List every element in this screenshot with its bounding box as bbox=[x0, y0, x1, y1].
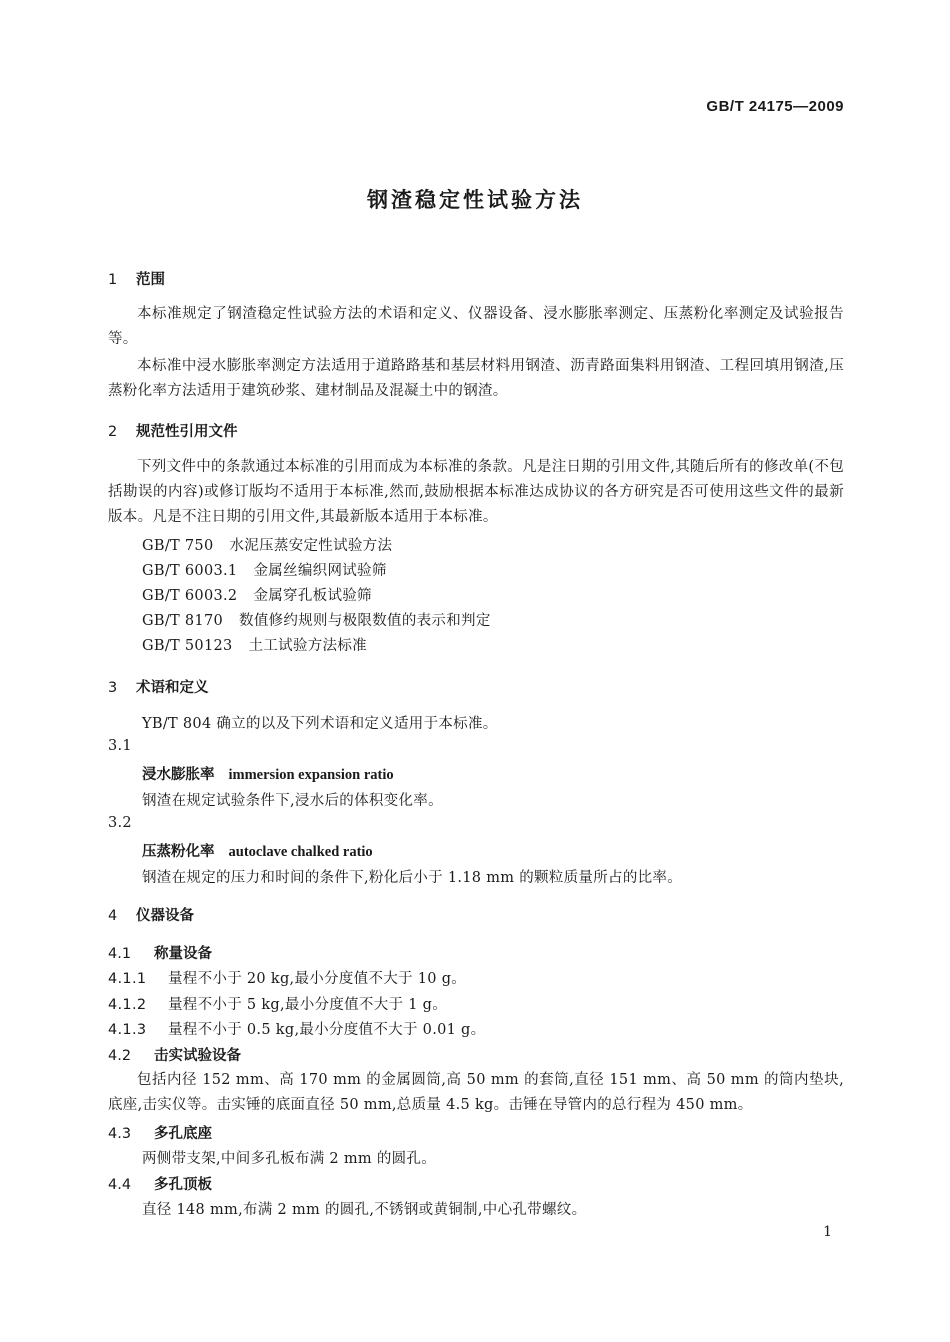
term-chinese: 压蒸粉化率 bbox=[142, 844, 215, 860]
section-number: 3 bbox=[108, 680, 118, 696]
term-definition: 钢渣在规定试验条件下,浸水后的体积变化率。 bbox=[142, 793, 443, 809]
clause-item bbox=[108, 967, 466, 988]
subsection-4-3-heading bbox=[108, 1122, 212, 1143]
subsection-4-1-heading bbox=[108, 942, 212, 963]
term-english: immersion expansion ratio bbox=[228, 767, 394, 783]
term-chinese: 浸水膨胀率 bbox=[142, 767, 215, 783]
term-english: autoclave chalked ratio bbox=[228, 844, 373, 860]
subsection-number: 4.4 bbox=[108, 1177, 132, 1193]
reference-title: 土工试验方法标准 bbox=[248, 638, 367, 654]
reference-item bbox=[142, 609, 491, 630]
term-entry bbox=[142, 840, 373, 861]
reference-code: GB/T 750 bbox=[142, 538, 214, 554]
section-1-paragraph-1: 本标准规定了钢渣稳定性试验方法的术语和定义、仪器设备、浸水膨胀率测定、压蒸粉化率测定及试验报告等。 bbox=[108, 306, 844, 347]
reference-code: GB/T 6003.2 bbox=[142, 588, 238, 604]
reference-title: 金属穿孔板试验筛 bbox=[253, 588, 372, 604]
section-number: 1 bbox=[108, 272, 118, 288]
term-number: 3.2 bbox=[108, 815, 132, 831]
subsection-title: 多孔底座 bbox=[154, 1126, 212, 1142]
subsection-4-2-heading bbox=[108, 1044, 241, 1065]
reference-item bbox=[142, 634, 367, 655]
reference-title: 数值修约规则与极限数值的表示和判定 bbox=[239, 613, 491, 629]
term-entry bbox=[142, 763, 394, 784]
reference-item bbox=[142, 534, 392, 555]
section-4-heading bbox=[108, 904, 194, 925]
clause-text: 量程不小于 20 kg,最小分度值不大于 10 g。 bbox=[168, 971, 467, 987]
reference-code: GB/T 8170 bbox=[142, 613, 224, 629]
clause-text: 量程不小于 5 kg,最小分度值不大于 1 g。 bbox=[168, 997, 448, 1013]
subsection-title: 击实试验设备 bbox=[154, 1048, 241, 1064]
subsection-number: 4.3 bbox=[108, 1126, 132, 1142]
term-definition: 钢渣在规定的压力和时间的条件下,粉化后小于 1.18 mm 的颗粒质量所占的比率。 bbox=[142, 870, 683, 886]
section-3-paragraph-1: YB/T 804 确立的以及下列术语和定义适用于本标准。 bbox=[142, 716, 498, 732]
term-number: 3.1 bbox=[108, 738, 132, 754]
reference-code: GB/T 6003.1 bbox=[142, 563, 238, 579]
section-1-heading bbox=[108, 268, 165, 289]
section-title: 仪器设备 bbox=[136, 908, 194, 924]
reference-title: 水泥压蒸安定性试验方法 bbox=[229, 538, 393, 554]
subsection-number: 4.1 bbox=[108, 946, 132, 962]
section-title: 术语和定义 bbox=[136, 680, 209, 696]
standard-code: GB/T 24175—2009 bbox=[706, 98, 844, 115]
subsection-4-4-paragraph: 直径 148 mm,布满 2 mm 的圆孔,不锈钢或黄铜制,中心孔带螺纹。 bbox=[142, 1202, 587, 1218]
subsection-4-2-paragraph: 包括内径 152 mm、高 170 mm 的金属圆筒,高 50 mm 的套筒,直径 151 mm、高 50 mm 的筒内垫块,底座,击实仪等。击实锤的底面直径 50 mm,总质量 4.5 kg。击锤在导管内的总行程为 450 mm。 bbox=[108, 1072, 844, 1113]
clause-number: 4.1.3 bbox=[108, 1022, 147, 1038]
section-1-paragraph-2: 本标准中浸水膨胀率测定方法适用于道路路基和基层材料用钢渣、沥青路面集料用钢渣、工程回填用钢渣,压蒸粉化率方法适用于建筑砂浆、建材制品及混凝土中的钢渣。 bbox=[108, 358, 844, 399]
subsection-4-4-heading bbox=[108, 1173, 212, 1194]
subsection-number: 4.2 bbox=[108, 1048, 132, 1064]
reference-item bbox=[142, 559, 387, 580]
clause-number: 4.1.1 bbox=[108, 971, 147, 987]
section-number: 2 bbox=[108, 424, 118, 440]
clause-item bbox=[108, 993, 447, 1014]
reference-title: 金属丝编织网试验筛 bbox=[253, 563, 387, 579]
section-2-paragraph-1: 下列文件中的条款通过本标准的引用而成为本标准的条款。凡是注日期的引用文件,其随后所有的修改单(不包括勘误的内容)或修订版均不适用于本标准,然而,鼓励根据本标准达成协议的各方研究是否可使用这些文件的最新版本。凡是不注日期的引用文件,其最新版本适用于本标准。 bbox=[108, 459, 844, 525]
clause-number: 4.1.2 bbox=[108, 997, 147, 1013]
section-title: 范围 bbox=[136, 272, 165, 288]
clause-text: 量程不小于 0.5 kg,最小分度值不大于 0.01 g。 bbox=[168, 1022, 486, 1038]
section-2-heading bbox=[108, 420, 238, 441]
section-title: 规范性引用文件 bbox=[136, 424, 238, 440]
subsection-4-3-paragraph: 两侧带支架,中间多孔板布满 2 mm 的圆孔。 bbox=[142, 1151, 437, 1167]
page-number: 1 bbox=[823, 1224, 832, 1240]
section-3-heading bbox=[108, 676, 209, 697]
subsection-title: 多孔顶板 bbox=[154, 1177, 212, 1193]
clause-item bbox=[108, 1018, 485, 1039]
reference-code: GB/T 50123 bbox=[142, 638, 233, 654]
subsection-title: 称量设备 bbox=[154, 946, 212, 962]
reference-item bbox=[142, 584, 372, 605]
document-title: 钢渣稳定性试验方法 bbox=[367, 188, 583, 212]
section-number: 4 bbox=[108, 908, 118, 924]
